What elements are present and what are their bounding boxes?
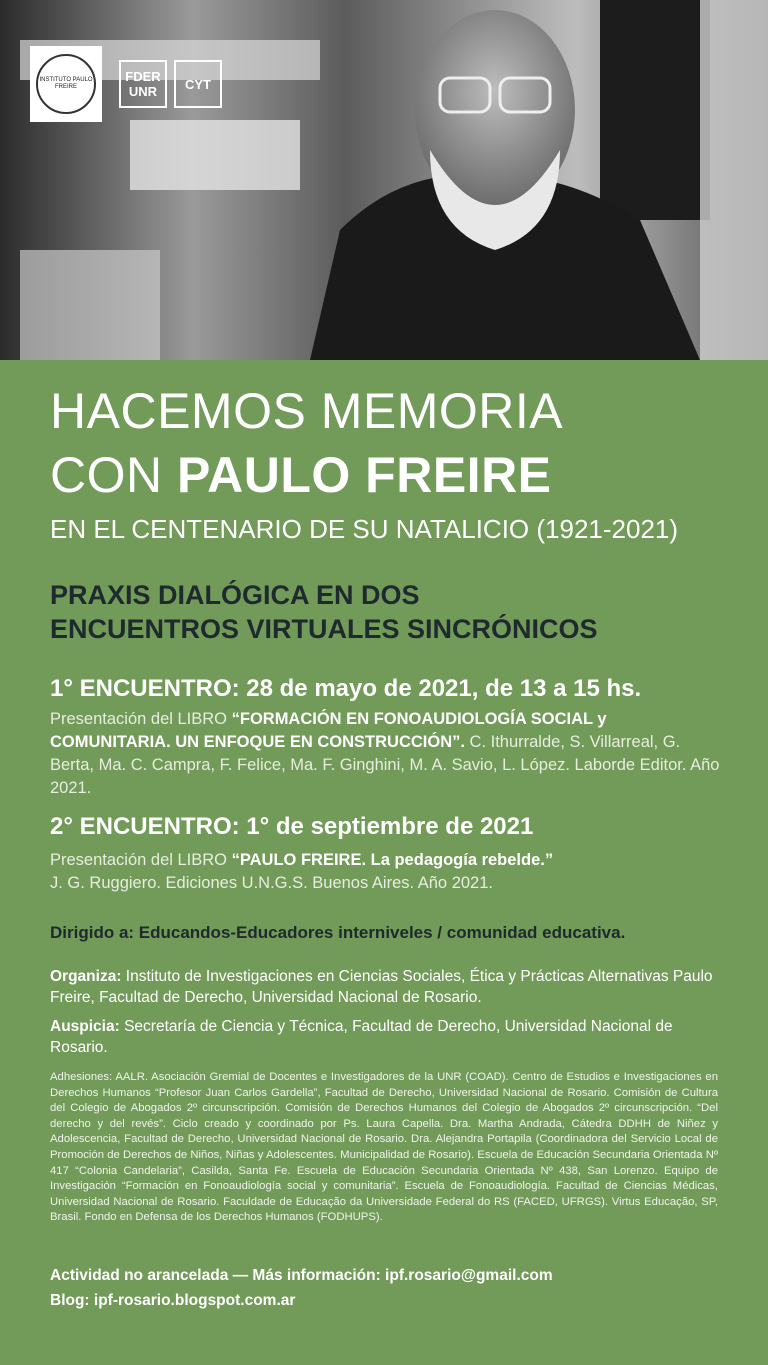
title-line-2 <box>50 448 552 502</box>
instituto-paulo-freire-logo <box>30 46 102 122</box>
fder-unr-logo: FDER UNR <box>119 60 167 108</box>
encuentro-2-book-title: “PAULO FREIRE. La pedagogía rebelde.” <box>231 851 554 869</box>
dirigido-a: Dirigido a: Educandos-Educadores interniveles / comunidad educativa. <box>50 923 626 942</box>
contact-info: Actividad no arancelada — Más información: ipf.rosario@gmail.com <box>50 1267 553 1284</box>
praxis-line-1: PRAXIS DIALÓGICA EN DOS <box>50 580 420 610</box>
encuentro-1-book-title: “FORMACIÓN EN FONOAUDIOLOGÍA SOCIAL y COMUNITARIA. UN ENFOQUE EN CONSTRUCCIÓN”. <box>50 710 607 751</box>
encuentro-2-details: J. G. Ruggiero. Ediciones U.N.G.S. Buenos Aires. Año 2021. <box>50 874 493 892</box>
blog-link: Blog: ipf-rosario.blogspot.com.ar <box>50 1292 296 1309</box>
auspicia-paragraph <box>50 1016 720 1058</box>
instituto-logo-seal <box>36 54 96 114</box>
instituto-logo-text: INSTITUTO PAULO FREIRE <box>39 77 93 90</box>
cyt-logo: CYT <box>174 60 222 108</box>
title-line-2-prefix: CON <box>50 447 177 503</box>
praxis-heading <box>50 578 598 646</box>
title-line-2-name: PAULO FREIRE <box>177 447 552 503</box>
encuentro-1-description <box>50 708 720 800</box>
organiza-label: Organiza: <box>50 968 122 985</box>
praxis-line-2: ENCUENTROS VIRTUALES SINCRÓNICOS <box>50 614 598 644</box>
encuentro-2-description <box>50 849 720 895</box>
organiza-paragraph <box>50 966 720 1008</box>
encuentro-1-intro: Presentación del LIBRO <box>50 710 232 728</box>
auspicia-text: Secretaría de Ciencia y Técnica, Facultad de Derecho, Universidad Nacional de Rosario. <box>50 1018 673 1056</box>
encuentro-2-heading: 2° ENCUENTRO: 1° de septiembre de 2021 <box>50 813 534 840</box>
encuentro-2-intro: Presentación del LIBRO <box>50 851 232 869</box>
organiza-text: Instituto de Investigaciones en Ciencias Sociales, Ética y Prácticas Alternativas Paulo Freire, Facultad de Derecho, Universidad Nacional de Rosario. <box>50 968 713 1006</box>
encuentro-1-details: C. Ithurralde, S. Villarreal, G. Berta, Ma. C. Campra, F. Felice, Ma. F. Ginghini, M. A. Savio, L. López. Laborde Editor. Año 2021. <box>50 733 720 797</box>
header-photo <box>0 0 768 360</box>
title-line-1: HACEMOS MEMORIA <box>50 383 564 439</box>
encuentro-1-heading: 1° ENCUENTRO: 28 de mayo de 2021, de 13 a 15 hs. <box>50 675 642 702</box>
subtitle: EN EL CENTENARIO DE SU NATALICIO (1921-2021) <box>50 514 679 544</box>
auspicia-label: Auspicia: <box>50 1018 120 1035</box>
adhesiones-paragraph: Adhesiones: AALR. Asociación Gremial de Docentes e Investigadores de la UNR (COAD). Centro de Estudios e Investigaciones en Derechos Humanos “Profesor Juan Carlos Gardella”, Facultad de Derecho, Universidad Nacional de Rosario. Comisión de Cultura del Colegio de Abogados 2º circunscripción. Comisión de Derechos Humanos del Colegio de Abogados 2º circunscripción. “Del derecho y del revés”. Ciclo creado y coordinado por Ps. Laura Capella. Dra. Martha Andrada, Cátedra DDHH de Niñez y Adolescencia, Facultad de Derecho, Universidad Nacional de Rosario. Dra. Alejandra Portapila (Coordinadora del Servicio Local de Promoción de Derechos de Niños, Niñas y Adolescentes. Municipalidad de Rosario). Escuela de Educación Secundaria Orientada Nº 417 “Colonia Candelaria”, Casilda, Santa Fe. Escuela de Educación Secundaria Orientada Nº 438, San Lorenzo. Equipo de Investigación “Formación en Fonoaudiología social y comunitaria”. Escuela de Fonoaudiología. Facultad de Ciencias Médicas, Universidad Nacional de Rosario. Faculdade de Educação da Universidade Federal do RS (FACED, UFRGS). Virtus Educação, SP, Brasil. Fondo en Defensa de los Derechos Humanos (FODHUPS). <box>50 1071 718 1224</box>
portrait-photo <box>0 0 768 360</box>
